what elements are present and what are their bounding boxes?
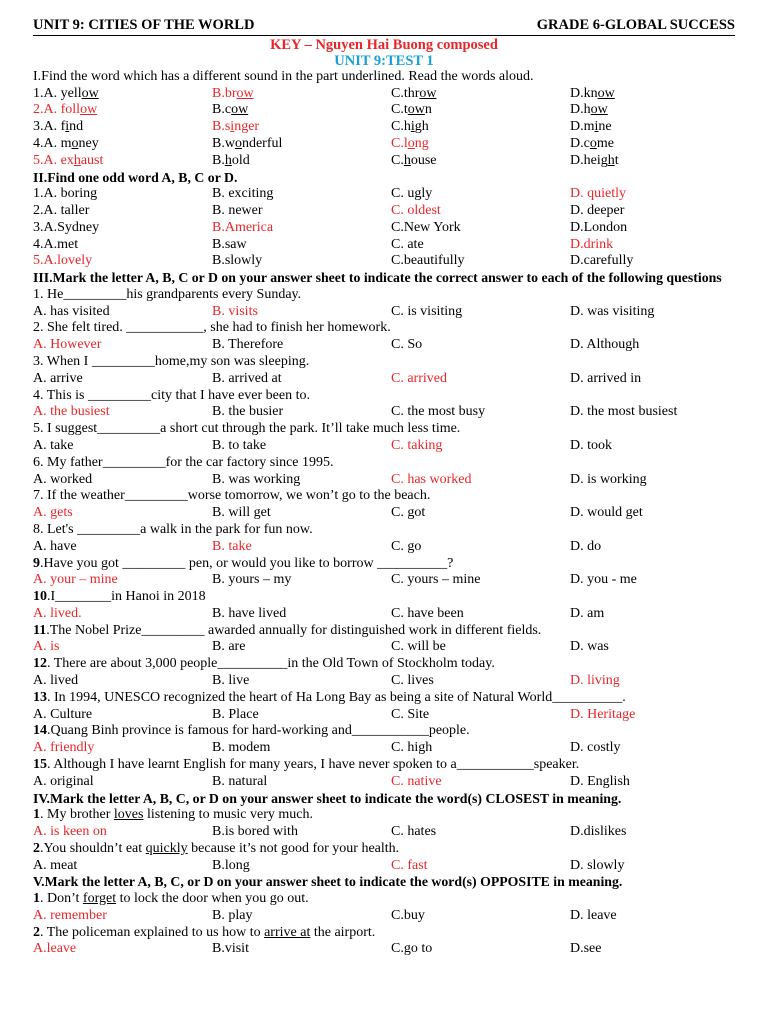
- answer-option: 3.A. find: [33, 119, 84, 135]
- answer-option-key: D.drink: [570, 236, 614, 252]
- answer-option: C. have been: [391, 605, 464, 621]
- answer-option: 4.A. money: [33, 135, 99, 151]
- answer-option: C.house: [391, 152, 437, 168]
- answer-option: D. deeper: [570, 202, 625, 218]
- answer-option: B.hold: [212, 152, 250, 168]
- answer-option: D.dislikes: [570, 824, 627, 840]
- answer-option-key: A. is: [33, 639, 60, 655]
- answer-option-key: A. gets: [33, 505, 73, 521]
- question-text: 15. Although I have learnt English for many years, I have never spoken to a___________speaker.: [33, 757, 580, 773]
- question-text: 14.Quang Binh province is famous for hard-working and___________people.: [33, 723, 470, 739]
- answer-option-key: D. living: [570, 673, 620, 689]
- answer-option: B. Place: [212, 706, 259, 722]
- answer-option: C. got: [391, 505, 426, 521]
- answer-option: A. original: [33, 773, 94, 789]
- answer-option: A. Culture: [33, 706, 93, 722]
- answer-option: B. newer: [212, 202, 263, 218]
- options-row: [33, 438, 735, 455]
- answer-option: B. are: [212, 639, 246, 655]
- question-text: 12. There are about 3,000 people__________in the Old Town of Stockholm today.: [33, 656, 495, 672]
- answer-option-key: A.leave: [33, 941, 77, 957]
- options-row: [33, 539, 735, 556]
- answer-option: B.visit: [212, 941, 249, 957]
- section-4: [33, 791, 735, 875]
- answer-option: B.long: [212, 857, 250, 873]
- question-text: 2.You shouldn’t eat quickly because it’s not good for your health.: [33, 840, 400, 856]
- answer-option-key: B. take: [212, 538, 252, 554]
- answer-option: D. leave: [570, 907, 617, 923]
- answer-option-key: B. visits: [212, 303, 258, 319]
- answer-option-key: C. native: [391, 773, 442, 789]
- options-row: [33, 404, 735, 421]
- options-row: [33, 186, 735, 203]
- question-text: 4. This is _________city that I have ever been to.: [33, 387, 310, 403]
- question-text: 13. In 1994, UNESCO recognized the heart of Ha Long Bay as being a site of Natural World__________.: [33, 689, 626, 705]
- options-row: [33, 119, 735, 136]
- answer-option: D. slowly: [570, 857, 625, 873]
- answer-option: D. do: [570, 538, 602, 554]
- answer-option: D.carefully: [570, 253, 634, 269]
- answer-option: B.cow: [212, 102, 249, 118]
- options-row: [33, 908, 735, 925]
- answer-option: D. is working: [570, 471, 647, 487]
- question-text: 1. Don’t forget to lock the door when you go out.: [33, 891, 309, 907]
- answer-option: C. high: [391, 740, 433, 756]
- answer-option: C.beautifully: [391, 253, 465, 269]
- answer-option: A. have: [33, 538, 77, 554]
- answer-option-key: C.long: [391, 135, 429, 151]
- question-text: 2. The policeman explained to us how to arrive at the airport.: [33, 924, 376, 940]
- options-row: [33, 102, 735, 119]
- answer-option: C. will be: [391, 639, 446, 655]
- answer-option: D.London: [570, 219, 628, 235]
- answer-option: D.mine: [570, 119, 612, 135]
- answer-option: C.New York: [391, 219, 461, 235]
- answer-option: 2.A. taller: [33, 202, 90, 218]
- grade-label: GRADE 6-GLOBAL SUCCESS: [536, 17, 735, 33]
- section-3: [33, 270, 735, 791]
- answer-option: 1.A. boring: [33, 186, 98, 202]
- answer-option: B. Therefore: [212, 337, 284, 353]
- answer-option: C. ate: [391, 236, 424, 252]
- answer-option-key: A. However: [33, 337, 102, 353]
- answer-option-key: 5.A.lovely: [33, 253, 93, 269]
- answer-option: A. take: [33, 437, 74, 453]
- answer-option-key: C. fast: [391, 857, 428, 873]
- question-text: 8. Let's _________a walk in the park for fun now.: [33, 521, 313, 537]
- answer-option: B.saw: [212, 236, 247, 252]
- answer-option: C. Site: [391, 706, 430, 722]
- section-title: I.Find the word which has a different sound in the part underlined. Read the words aloud.: [33, 69, 534, 84]
- answer-option: D. am: [570, 605, 605, 621]
- answer-option: B.is bored with: [212, 824, 298, 840]
- section-title: III.Mark the letter A, B, C or D on your answer sheet to indicate the correct answer to each of the following questions: [33, 270, 722, 286]
- answer-option: D.height: [570, 152, 619, 168]
- answer-option: D.how: [570, 102, 608, 118]
- options-row: [33, 203, 735, 220]
- options-row: [33, 673, 735, 690]
- answer-option: C. is visiting: [391, 303, 463, 319]
- answer-option-key: B.singer: [212, 119, 260, 135]
- answer-option: B. the busier: [212, 404, 284, 420]
- answer-option: C. ugly: [391, 186, 433, 202]
- options-row: [33, 606, 735, 623]
- answer-option-key: C. arrived: [391, 370, 447, 386]
- answer-option-key: A. friendly: [33, 740, 95, 756]
- answer-option: A. lived: [33, 673, 79, 689]
- options-row: [33, 572, 735, 589]
- options-row: [33, 472, 735, 489]
- answer-option: 3.A.Sydney: [33, 219, 100, 235]
- answer-option-key: D. quietly: [570, 186, 626, 202]
- answer-option: D. was visiting: [570, 303, 655, 319]
- answer-option: A. worked: [33, 471, 93, 487]
- options-row: [33, 707, 735, 724]
- page-header: [33, 16, 735, 36]
- options-row: [33, 371, 735, 388]
- section-title: II.Find one odd word A, B, C or D.: [33, 169, 238, 185]
- answer-option-key: B.America: [212, 219, 274, 235]
- answer-option: C. yours – mine: [391, 572, 481, 588]
- answer-option: C. go: [391, 538, 422, 554]
- answer-option: B. will get: [212, 505, 271, 521]
- test-title: UNIT 9:TEST 1: [334, 53, 434, 69]
- answer-option-key: A. your – mine: [33, 572, 118, 588]
- options-row: [33, 774, 735, 791]
- answer-option: B. natural: [212, 773, 268, 789]
- answer-option: A. arrive: [33, 370, 83, 386]
- options-row: [33, 824, 735, 841]
- options-row: [33, 220, 735, 237]
- worksheet-page: [33, 16, 735, 958]
- answer-option: D. arrived in: [570, 370, 642, 386]
- answer-option: B. have lived: [212, 605, 287, 621]
- answer-option: C. hates: [391, 824, 437, 840]
- answer-option: D. took: [570, 437, 612, 453]
- section-title: V.Mark the letter A, B, C, or D on your answer sheet to indicate the word(s) OPPOSITE in meaning.: [33, 874, 623, 890]
- answer-option: C.throw: [391, 85, 437, 101]
- options-row: [33, 337, 735, 354]
- answer-option: B. was working: [212, 471, 301, 487]
- answer-option-key: C. taking: [391, 437, 443, 453]
- answer-option-key: A. is keen on: [33, 824, 107, 840]
- options-row: [33, 237, 735, 254]
- answer-option: C.high: [391, 119, 429, 135]
- section-5: [33, 874, 735, 958]
- answer-option: B.wonderful: [212, 135, 283, 151]
- question-text: 9.Have you got _________ pen, or would you like to borrow __________?: [33, 555, 454, 571]
- question-text: 1. My brother loves listening to music very much.: [33, 807, 313, 823]
- answer-option: 1.A. yellow: [33, 85, 99, 101]
- section-2: [33, 170, 735, 271]
- answer-option-key: 5.A. exhaust: [33, 152, 104, 168]
- answer-option: C.go to: [391, 941, 433, 957]
- answer-option-key: C. oldest: [391, 202, 441, 218]
- options-row: [33, 505, 735, 522]
- answer-option: D. English: [570, 773, 630, 789]
- answer-option: C. So: [391, 337, 423, 353]
- section-title: IV.Mark the letter A, B, C, or D on your answer sheet to indicate the word(s) CLOSEST in meaning.: [33, 790, 622, 806]
- unit-title: UNIT 9: CITIES OF THE WORLD: [33, 17, 255, 33]
- answer-option: A. meat: [33, 857, 78, 873]
- answer-option-key: A. the busiest: [33, 404, 110, 420]
- question-text: 1. He_________his grandparents every Sunday.: [33, 286, 302, 302]
- options-row: [33, 153, 735, 170]
- answer-option: D. costly: [570, 740, 621, 756]
- answer-option: B. exciting: [212, 186, 274, 202]
- options-row: [33, 136, 735, 153]
- section-1: [33, 69, 735, 170]
- answer-option-key: B.brow: [212, 85, 254, 101]
- answer-option-key: A. remember: [33, 907, 107, 923]
- answer-option: A. has visited: [33, 303, 110, 319]
- answer-option: D. the most busiest: [570, 404, 678, 420]
- answer-option: B. to take: [212, 437, 267, 453]
- answer-option: B. arrived at: [212, 370, 282, 386]
- options-row: [33, 941, 735, 958]
- options-row: [33, 639, 735, 656]
- options-row: [33, 304, 735, 321]
- answer-option: D. Although: [570, 337, 640, 353]
- question-text: 5. I suggest_________a short cut through the park. It’ll take much less time.: [33, 421, 461, 437]
- options-row: [33, 86, 735, 103]
- answer-option: B. yours – my: [212, 572, 292, 588]
- answer-option-key: D. Heritage: [570, 706, 636, 722]
- options-row: [33, 740, 735, 757]
- answer-option: D.know: [570, 85, 615, 101]
- question-text: 7. If the weather_________worse tomorrow, we won’t go to the beach.: [33, 488, 431, 504]
- answer-option: D.come: [570, 135, 614, 151]
- question-text: 3. When I _________home,my son was sleeping.: [33, 353, 310, 369]
- options-row: [33, 858, 735, 875]
- answer-option-key: A. lived.: [33, 605, 82, 621]
- answer-option: D. you - me: [570, 572, 637, 588]
- answer-option: C.buy: [391, 907, 425, 923]
- answer-option: B. live: [212, 673, 250, 689]
- question-text: 10.I________in Hanoi in 2018: [33, 589, 206, 605]
- answer-option: D. was: [570, 639, 609, 655]
- question-text: 2. She felt tired. ___________, she had to finish her homework.: [33, 320, 391, 336]
- answer-option: C. lives: [391, 673, 434, 689]
- answer-option: D. would get: [570, 505, 643, 521]
- answer-option: 4.A.met: [33, 236, 79, 252]
- question-text: 6. My father_________for the car factory since 1995.: [33, 454, 334, 470]
- key-line: KEY – Nguyen Hai Buong composed: [270, 37, 498, 53]
- answer-option-key: C. has worked: [391, 471, 472, 487]
- answer-option: C. the most busy: [391, 404, 486, 420]
- answer-option: B. modem: [212, 740, 271, 756]
- answer-option-key: 2.A. follow: [33, 102, 98, 118]
- question-text: 11.The Nobel Prize_________ awarded annually for distinguished work in different fields.: [33, 622, 542, 638]
- answer-option: B.slowly: [212, 253, 263, 269]
- answer-option: D.see: [570, 941, 602, 957]
- answer-option: C.town: [391, 102, 432, 118]
- answer-option: B. play: [212, 907, 253, 923]
- options-row: [33, 253, 735, 270]
